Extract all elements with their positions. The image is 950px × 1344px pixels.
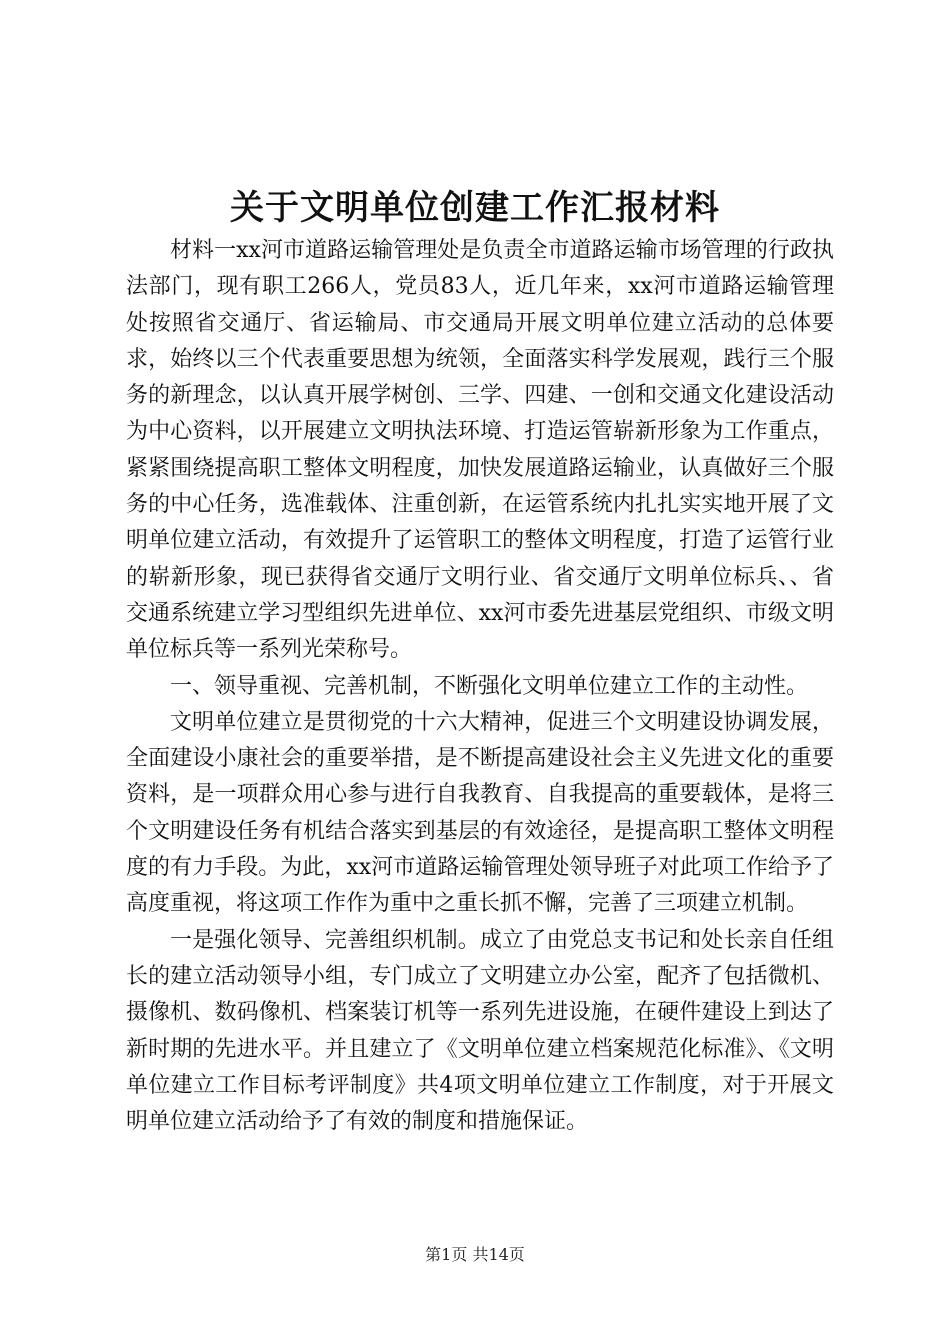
page-footer: 第1页 共14页 xyxy=(425,1245,525,1264)
paragraph-section-heading: 一、领导重视、完善机制，不断强化文明单位建立工作的主动性。 xyxy=(170,673,809,699)
paragraph-mechanism-one: 一是强化领导、完善组织机制。成立了由党总支书记和处长亲自任组长的建立活动领导小组，专门成立了文明建立办公室，配齐了包括微机、摄像机、数码像机、档案装订机等一系列先进设施，在硬件建设上到达了新时期的先进水平。并且建立了《文明单位建立档案规范化标准》、《文明单位建立工作目标考评制度》共4项文明单位建立工作制度，对于开展文明单位建立活动给予了有效的制度和措施保证。 xyxy=(126,927,834,1135)
document-title: 关于文明单位创建工作汇报材料 xyxy=(230,188,720,228)
paragraph-intro: 材料一xx河市道路运输管理处是负责全市道路运输市场管理的行政执法部门，现有职工266人，党员83人，近几年来，xx河市道路运输管理处按照省交通厅、省运输局、市交通局开展文明单位建立活动的总体要求，始终以三个代表重要思想为统领，全面落实科学发展观，践行三个服务的新理念，以认真开展学树创、三学、四建、一创和交通文化建设活动为中心资料，以开展建立文明执法环境、打造运管崭新形象为工作重点，紧紧围绕提高职工整体文明程度，加快发展道路运输业，认真做好三个服务的中心任务，选准载体、注重创新，在运管系统内扎扎实实地开展了文明单位建立活动，有效提升了运管职工的整体文明程度，打造了运管行业的崭新形象，现已获得省交通厅文明行业、省交通厅文明单位标兵、、省交通系统建立学习型组织先进单位、xx河市委先进基层党组织、市级文明单位标兵等一系列光荣称号。 xyxy=(126,238,834,663)
paragraph-background: 文明单位建立是贯彻党的十六大精神，促进三个文明建设协调发展，全面建设小康社会的重要举措，是不断提高建设社会主义先进文化的重要资料，是一项群众用心参与进行自我教育、自我提高的重要载体，是将三个文明建设任务有机结合落实到基层的有效途径，是提高职工整体文明程度的有力手段。为此，xx河市道路运输管理处领导班子对此项工作给予了高度重视，将这项工作作为重中之重长抓不懈，完善了三项建立机制。 xyxy=(126,709,834,917)
document-body xyxy=(126,233,834,1140)
